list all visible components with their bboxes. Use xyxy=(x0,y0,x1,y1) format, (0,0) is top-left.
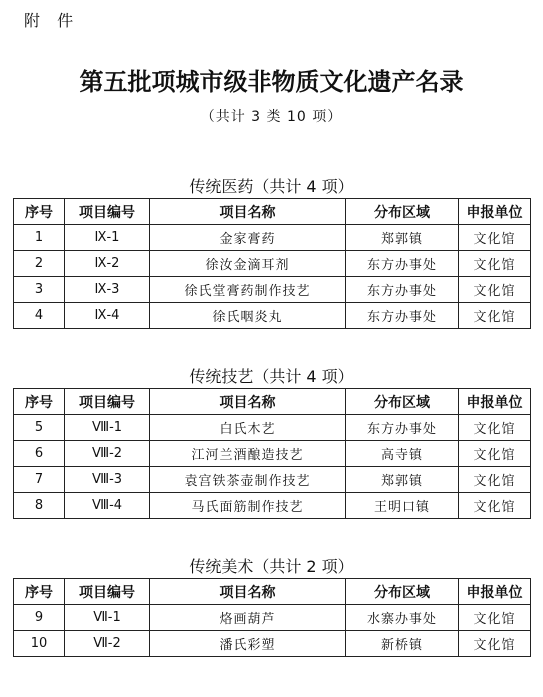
cell-region: 东方办事处 xyxy=(346,277,459,303)
table-row xyxy=(14,251,531,277)
cell-unit: 文化馆 xyxy=(459,277,531,303)
cell-unit: 文化馆 xyxy=(459,441,531,467)
section-title-medicine: 传统医药（共计 4 项） xyxy=(189,177,354,196)
column-header-unit: 申报单位 xyxy=(459,579,531,605)
attachment-label: 附 件 xyxy=(24,11,80,30)
table-header-row xyxy=(14,579,531,605)
column-header-unit: 申报单位 xyxy=(459,389,531,415)
cell-number: 1 xyxy=(14,225,65,251)
cell-region: 郑郭镇 xyxy=(346,467,459,493)
cell-code: Ⅷ-4 xyxy=(65,493,150,519)
cell-number: 8 xyxy=(14,493,65,519)
cell-unit: 文化馆 xyxy=(459,303,531,329)
cell-code: Ⅸ-4 xyxy=(65,303,150,329)
cell-name: 潘氏彩塑 xyxy=(150,631,346,657)
table-header-row xyxy=(14,389,531,415)
cell-region: 水寨办事处 xyxy=(346,605,459,631)
cell-number: 3 xyxy=(14,277,65,303)
cell-region: 东方办事处 xyxy=(346,415,459,441)
column-header-region: 分布区域 xyxy=(346,199,459,225)
table-row xyxy=(14,605,531,631)
cell-region: 王明口镇 xyxy=(346,493,459,519)
cell-code: Ⅶ-2 xyxy=(65,631,150,657)
cell-number: 7 xyxy=(14,467,65,493)
column-header-unit: 申报单位 xyxy=(459,199,531,225)
column-header-number: 序号 xyxy=(14,199,65,225)
column-header-name: 项目名称 xyxy=(150,199,346,225)
table-row xyxy=(14,303,531,329)
table-row xyxy=(14,631,531,657)
cell-code: Ⅷ-3 xyxy=(65,467,150,493)
cell-number: 2 xyxy=(14,251,65,277)
column-header-code: 项目编号 xyxy=(65,579,150,605)
column-header-code: 项目编号 xyxy=(65,389,150,415)
cell-code: Ⅷ-2 xyxy=(65,441,150,467)
cell-region: 郑郭镇 xyxy=(346,225,459,251)
column-header-name: 项目名称 xyxy=(150,579,346,605)
cell-code: Ⅸ-1 xyxy=(65,225,150,251)
table-header-row xyxy=(14,199,531,225)
column-header-number: 序号 xyxy=(14,389,65,415)
cell-code: Ⅶ-1 xyxy=(65,605,150,631)
cell-number: 4 xyxy=(14,303,65,329)
cell-code: Ⅷ-1 xyxy=(65,415,150,441)
table-craftsmanship xyxy=(13,388,531,519)
cell-region: 新桥镇 xyxy=(346,631,459,657)
column-header-number: 序号 xyxy=(14,579,65,605)
cell-number: 6 xyxy=(14,441,65,467)
table-row xyxy=(14,441,531,467)
cell-unit: 文化馆 xyxy=(459,467,531,493)
cell-number: 10 xyxy=(14,631,65,657)
table-row xyxy=(14,493,531,519)
cell-unit: 文化馆 xyxy=(459,605,531,631)
cell-name: 烙画葫芦 xyxy=(150,605,346,631)
section-title-craftsmanship: 传统技艺（共计 4 项） xyxy=(189,367,354,386)
table-row xyxy=(14,225,531,251)
page-subtitle: （共计 3 类 10 项） xyxy=(200,109,343,125)
cell-unit: 文化馆 xyxy=(459,493,531,519)
cell-code: Ⅸ-3 xyxy=(65,277,150,303)
cell-name: 袁宫铁茶壶制作技艺 xyxy=(150,467,346,493)
table-row xyxy=(14,415,531,441)
cell-name: 徐氏堂膏药制作技艺 xyxy=(150,277,346,303)
cell-name: 马氏面筋制作技艺 xyxy=(150,493,346,519)
cell-region: 东方办事处 xyxy=(346,251,459,277)
cell-unit: 文化馆 xyxy=(459,251,531,277)
cell-code: Ⅸ-2 xyxy=(65,251,150,277)
cell-unit: 文化馆 xyxy=(459,415,531,441)
cell-name: 金家膏药 xyxy=(150,225,346,251)
cell-name: 徐氏咽炎丸 xyxy=(150,303,346,329)
cell-region: 东方办事处 xyxy=(346,303,459,329)
section-title-fine-arts: 传统美术（共计 2 项） xyxy=(189,557,354,576)
cell-unit: 文化馆 xyxy=(459,225,531,251)
table-fine-arts xyxy=(13,578,531,657)
cell-number: 5 xyxy=(14,415,65,441)
cell-name: 江河兰酒酿造技艺 xyxy=(150,441,346,467)
cell-unit: 文化馆 xyxy=(459,631,531,657)
cell-name: 白氏木艺 xyxy=(150,415,346,441)
table-row xyxy=(14,277,531,303)
column-header-code: 项目编号 xyxy=(65,199,150,225)
column-header-name: 项目名称 xyxy=(150,389,346,415)
table-medicine xyxy=(13,198,531,329)
table-row xyxy=(14,467,531,493)
column-header-region: 分布区域 xyxy=(346,579,459,605)
cell-region: 高寺镇 xyxy=(346,441,459,467)
page-title: 第五批项城市级非物质文化遗产名录 xyxy=(79,68,464,96)
cell-name: 徐汝金滴耳剂 xyxy=(150,251,346,277)
cell-number: 9 xyxy=(14,605,65,631)
column-header-region: 分布区域 xyxy=(346,389,459,415)
